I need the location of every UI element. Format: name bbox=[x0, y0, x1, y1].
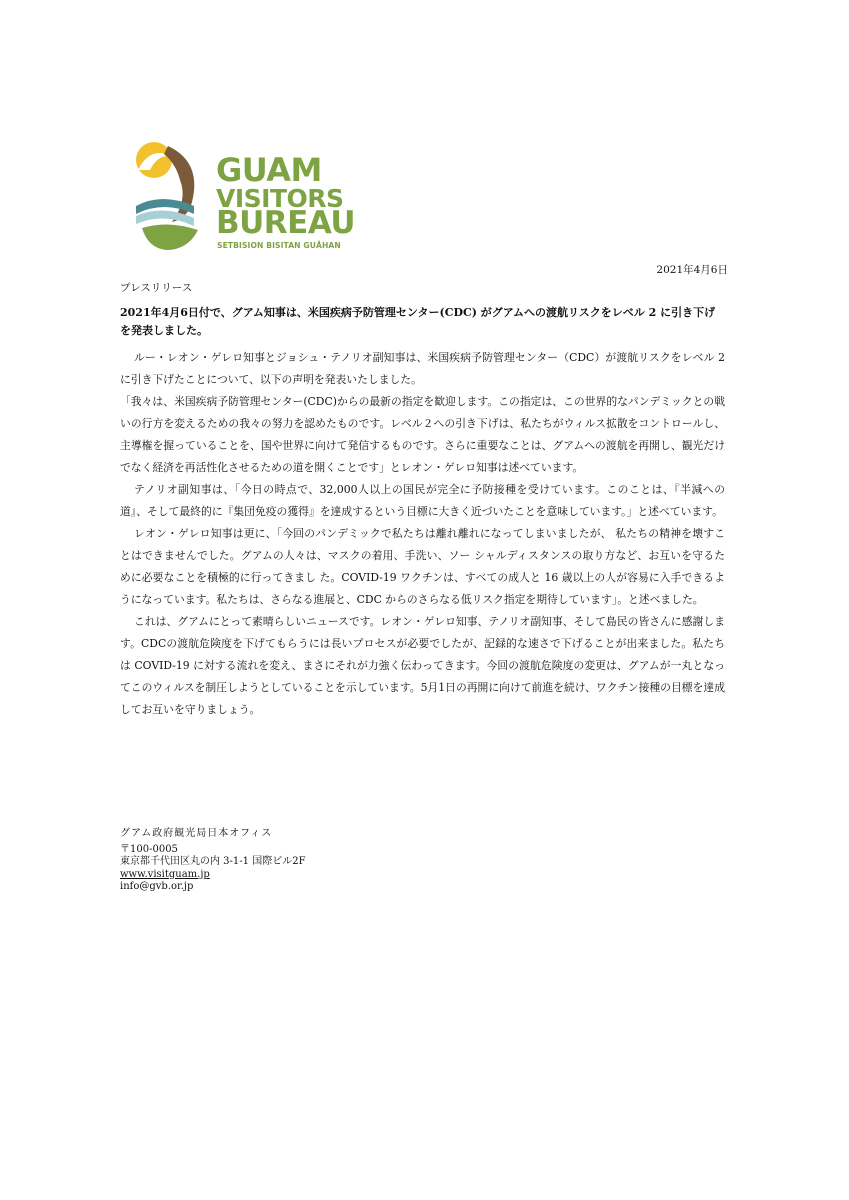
logo-text-visitors: VISITORS bbox=[216, 184, 344, 213]
office-name: グアム政府観光局日本オフィス bbox=[120, 828, 273, 839]
logo-tagline: SETBISION BISITAN GUÅHAN bbox=[217, 241, 341, 250]
paragraph-governor-more: レオン・ゲレロ知事は更に、「今回のパンデミックで私たちは離れ離れになってしまいましたが、 私たちの精神を壊すことはできませんでした。グアムの人々は、マスクの着用、手洗い、ソー シャルディスタンスの取り方など、お互いを守るために必要なことを積極的に行ってきまし た。COVID-19 ワクチンは、すべての成人と 16 歳以上の人が容易に入手できるようになっています。私たちは、さらなる進展と、CDC からのさらなる低リスク指定を期待しています」。と述べました。 bbox=[120, 527, 725, 606]
email-address[interactable]: info@gvb.or.jp bbox=[120, 881, 194, 892]
paragraph-closing: これは、グアムにとって素晴らしいニュースです。レオン・ゲレロ知事、テノリオ副知事、そして島民の皆さんに感謝します。CDCの渡航危険度を下げてもらうには長いプロセスが必要でしたが、記録的な速さで下げることが出来ました。私たちは COVID-19 に対する流れを変え、まさにそれが力強く伝わってきます。今回の渡航危険度の変更は、グアムが一丸となってこのウィルスを制圧しようとしていることを示しています。5月1日の再開に向けて前進を続け、ワクチン接種の目標を達成してお互いを守りましょう。 bbox=[120, 615, 725, 716]
release-date: 2021年4月6日 bbox=[656, 264, 728, 276]
body-text bbox=[120, 347, 725, 721]
headline: 2021年4月6日付で、グアム知事は、米国疾病予防管理センター(CDC) がグアムへの渡航リスクをレベル 2 に引き下げを発表しました。 bbox=[120, 306, 716, 337]
postal-code: 〒100-0005 bbox=[120, 843, 178, 855]
gvb-logo bbox=[128, 140, 356, 252]
logo-mark-icon bbox=[128, 140, 212, 252]
contact-footer bbox=[120, 828, 306, 894]
paragraph-governor-quote: 「我々は、米国疾病予防管理センター(CDC)からの最新の指定を歓迎します。この指定は、この世界的なパンデミックとの戦いの行方を変えるための我々の努力を認めたものです。レベル２への引き下げは、私たちがウィルス拡散をコントロールし、主導権を握っていることを、国や世界に向けて発信するものです。さらに重要なことは、グアムへの渡航を再開し、観光だけでなく経済を再活性化させるための道を開くことです」とレオン・ゲレロ知事は述べています。 bbox=[120, 395, 725, 474]
press-release-label: プレスリリース bbox=[120, 282, 193, 294]
logo-hill-green bbox=[142, 224, 198, 250]
paragraph-intro: ルー・レオン・ゲレロ知事とジョシュ・テノリオ副知事は、米国疾病予防管理センター（CDC）が渡航リスクをレベル 2 に引き下げたことについて、以下の声明を発表いたしました。 bbox=[120, 351, 725, 386]
office-address: 東京都千代田区丸の内 3-1-1 国際ビル2F bbox=[120, 856, 306, 867]
paragraph-lt-governor: テノリオ副知事は、「今日の時点で、32,000人以上の国民が完全に予防接種を受けています。このことは、『半減への道』、そして最終的に『集団免疫の獲得』を達成するという目標に大きく近づいたことを意味しています。」と述べています。 bbox=[120, 483, 725, 518]
website-link[interactable]: www.visitguam.jp bbox=[120, 868, 210, 880]
logo-text-guam: GUAM bbox=[216, 151, 322, 189]
logo-text-bureau: BUREAU bbox=[216, 205, 356, 241]
